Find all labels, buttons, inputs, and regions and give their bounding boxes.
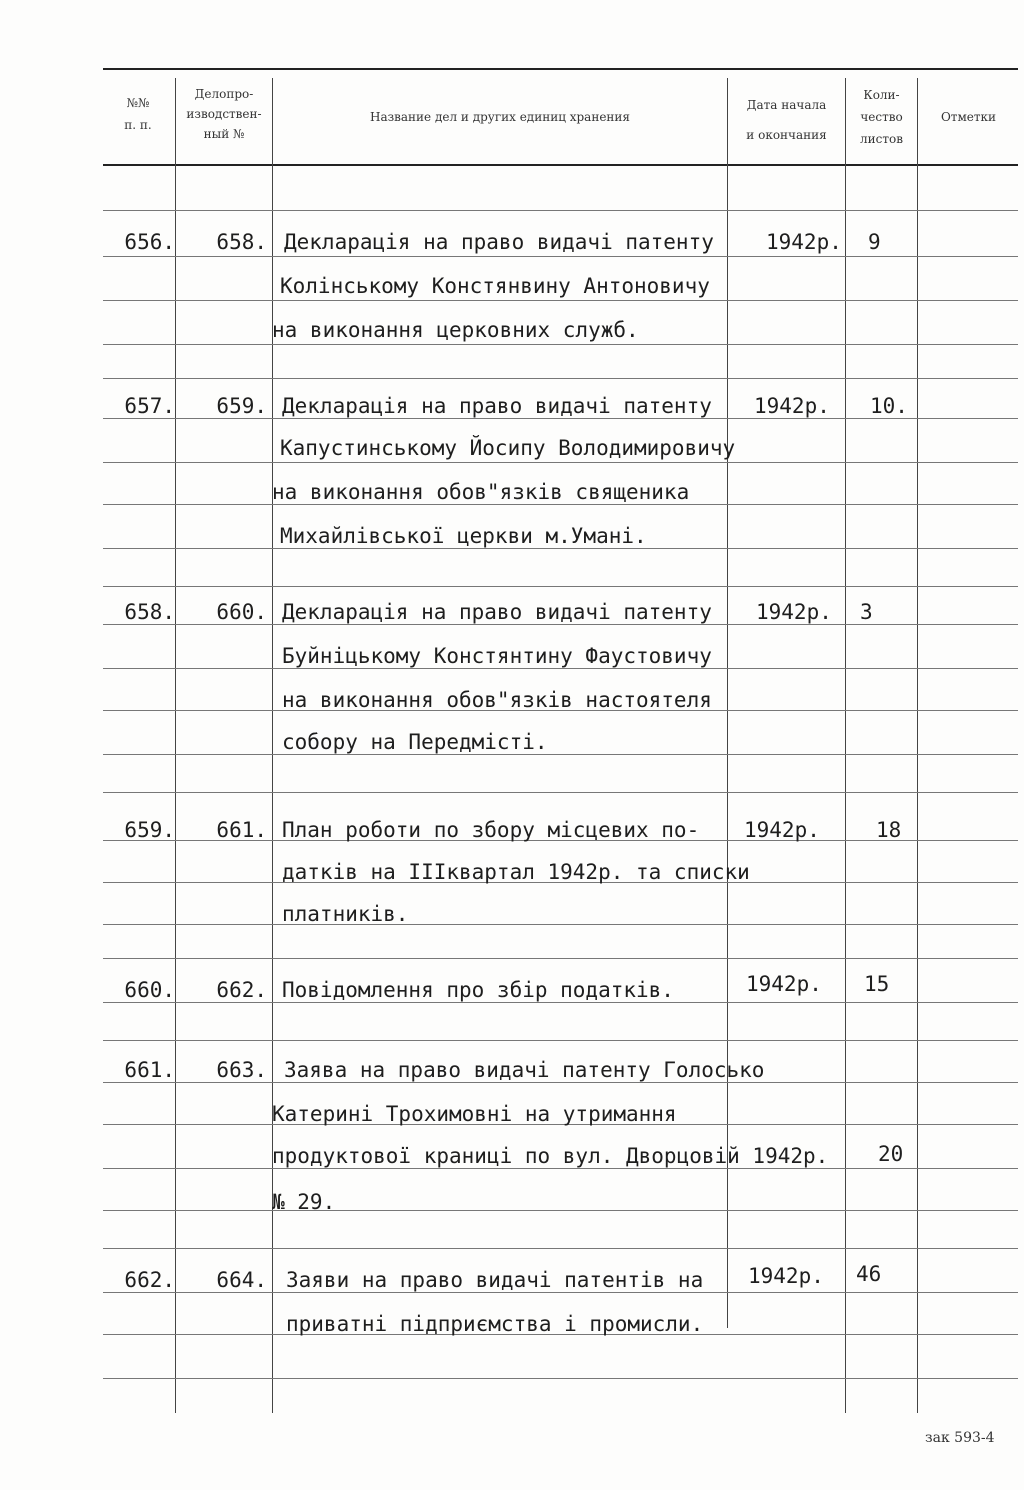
record-office-number: 663. xyxy=(216,1058,267,1082)
record-title-line: Повідомлення про збір податків. xyxy=(282,978,674,1002)
ruled-line xyxy=(103,300,1018,301)
record-title-line: продуктової краниці по вул. Дворцовій 1942р. xyxy=(272,1144,829,1168)
header-col-number: №№ п. п. xyxy=(124,96,152,132)
ruled-line xyxy=(103,1210,1018,1211)
record-number: 661. xyxy=(124,1058,175,1082)
record-title-line: Декларація на право видачі патенту xyxy=(282,600,712,624)
record-title-line: № 29. xyxy=(272,1190,336,1214)
record-sheets: 46 xyxy=(856,1262,882,1286)
ruled-line xyxy=(103,958,1018,959)
record-title-line: датків на IIIквартал 1942р. та списки xyxy=(282,860,750,884)
record-number: 662. xyxy=(124,1268,175,1292)
ruled-line xyxy=(103,548,1018,549)
header-bottom-rule xyxy=(103,164,1018,166)
record-office-number: 660. xyxy=(216,600,267,624)
record-title-line: Михайлівської церкви м.Умані. xyxy=(280,524,647,548)
record-office-number: 664. xyxy=(216,1268,267,1292)
record-sheets: 18 xyxy=(876,818,902,842)
record-office-number: 662. xyxy=(216,978,267,1002)
ruled-line xyxy=(103,586,1018,587)
ruled-line xyxy=(103,1378,1018,1379)
record-sheets: 3 xyxy=(860,600,873,624)
header-col-dates: Дата начала и окончания xyxy=(746,98,827,142)
column-divider-1 xyxy=(175,78,176,1413)
column-divider-4 xyxy=(845,78,846,1413)
record-date: 1942р. xyxy=(744,818,820,842)
record-title-line: Катерині Трохимовні на утримання xyxy=(272,1102,677,1126)
ruled-line xyxy=(103,754,1018,755)
header-col-sheets: Коли- чество листов xyxy=(860,88,903,146)
record-sheets: 10. xyxy=(870,394,908,418)
ruled-line xyxy=(103,344,1018,345)
record-title-line: Декларація на право видачі патенту xyxy=(282,394,712,418)
ruled-line xyxy=(103,624,1018,625)
ruled-line xyxy=(103,1248,1018,1249)
column-divider-3 xyxy=(727,78,728,1328)
record-title-line: Заяви на право видачі патентів на xyxy=(286,1268,704,1292)
ruled-line xyxy=(103,1292,1018,1293)
record-date: 1942р. xyxy=(748,1264,824,1288)
ruled-line xyxy=(103,256,1018,257)
record-title-line: План роботи по збору місцевих по- xyxy=(282,818,700,842)
record-title-line: Декларація на право видачі патенту xyxy=(284,230,714,254)
ruled-line xyxy=(103,378,1018,379)
record-date: 1942р. xyxy=(754,394,830,418)
record-title-line: Заява на право видачі патенту Голосько xyxy=(284,1058,765,1082)
record-sheets: 20 xyxy=(878,1142,904,1166)
record-title-line: на виконання церковних служб. xyxy=(272,318,639,342)
ruled-line xyxy=(103,504,1018,505)
ruled-line xyxy=(103,792,1018,793)
record-number: 657. xyxy=(124,394,175,418)
record-number: 656. xyxy=(124,230,175,254)
record-title-line: платників. xyxy=(282,902,409,926)
record-title-line: Капустинському Йосипу Володимировичу xyxy=(280,436,736,460)
record-number: 658. xyxy=(124,600,175,624)
record-title-line: Колінському Констянвину Антоновичу xyxy=(280,274,710,298)
record-office-number: 661. xyxy=(216,818,267,842)
ruled-line xyxy=(103,418,1018,419)
header-col-office-number: Делопро- изводствен- ный № xyxy=(186,87,262,141)
record-number: 660. xyxy=(124,978,175,1002)
record-title-line: собору на Передмісті. xyxy=(282,730,548,754)
ruled-line xyxy=(103,462,1018,463)
record-date: 1942р. xyxy=(756,600,832,624)
record-date: 1942р. xyxy=(766,230,842,254)
order-number: зак 593-4 xyxy=(925,1430,995,1446)
record-title-line: Буйніцькому Констянтину Фаустовичу xyxy=(282,644,712,668)
header-col-title: Название дел и других единиц хранения xyxy=(369,110,630,124)
ruled-line xyxy=(103,1002,1018,1003)
record-number: 659. xyxy=(124,818,175,842)
ruled-line xyxy=(103,924,1018,925)
record-title-line: на виконання обов"язків священика xyxy=(272,480,690,504)
record-date: 1942р. xyxy=(746,972,822,996)
table-top-rule xyxy=(103,68,1018,70)
record-sheets: 9 xyxy=(868,230,881,254)
record-office-number: 658. xyxy=(216,230,267,254)
record-title-line: на виконання обов"язків настоятеля xyxy=(282,688,712,712)
ruled-line xyxy=(103,1082,1018,1083)
ruled-line xyxy=(103,210,1018,211)
record-title-line: приватні підприємства і промисли. xyxy=(286,1312,704,1336)
header-col-notes: Отметки xyxy=(940,110,997,124)
record-office-number: 659. xyxy=(216,394,267,418)
ruled-line xyxy=(103,1168,1018,1169)
record-sheets: 15 xyxy=(864,972,890,996)
ruled-line xyxy=(103,668,1018,669)
column-divider-5 xyxy=(917,78,918,1413)
ruled-line xyxy=(103,1040,1018,1041)
